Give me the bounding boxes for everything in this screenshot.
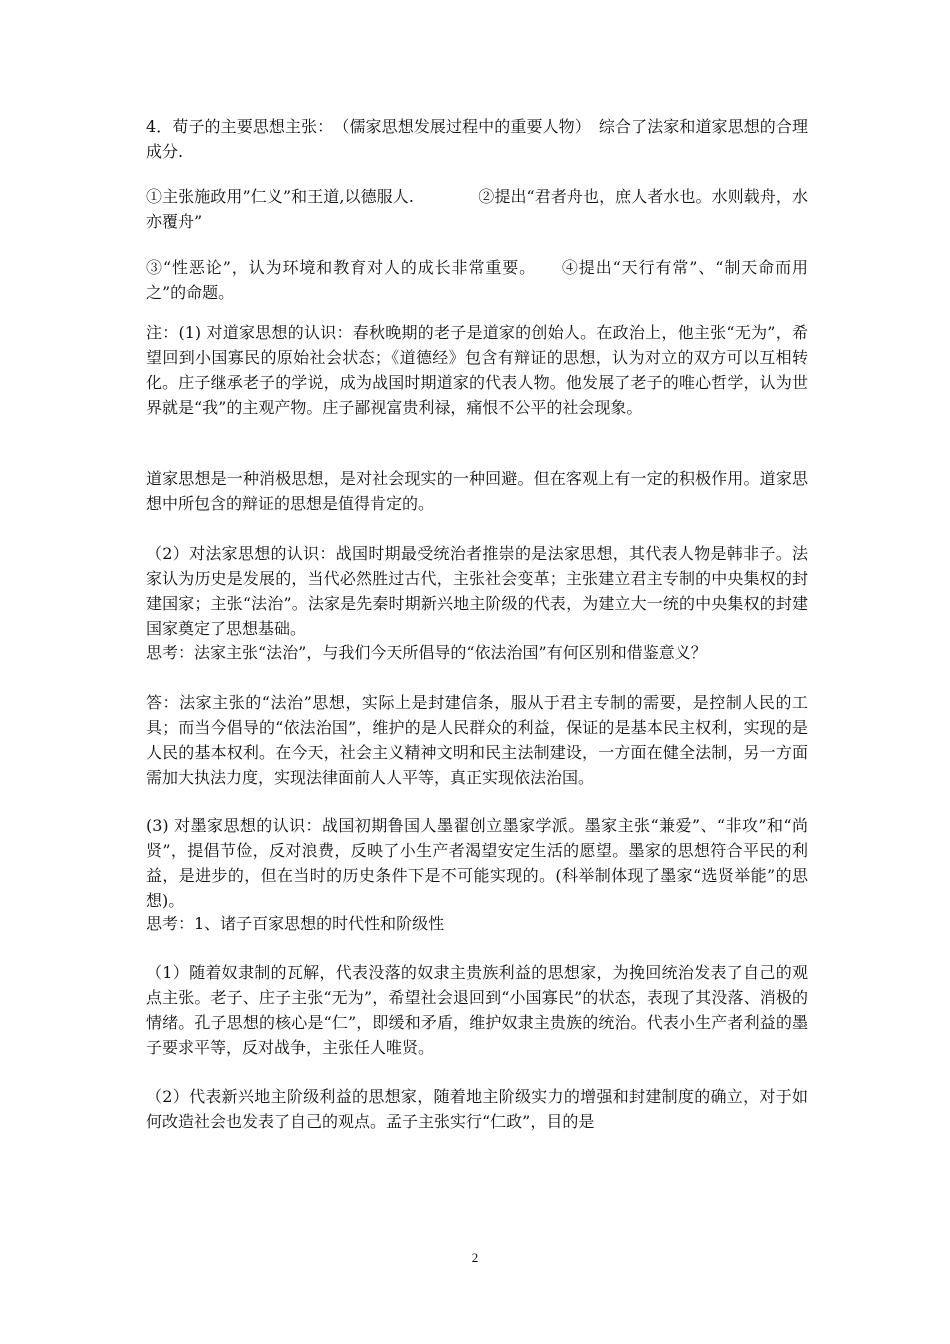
paragraph-xunzi-heading: 4．荀子的主要思想主张： （儒家思想发展过程中的重要人物） 综合了法家和道家思想的合理成分. (146, 117, 808, 161)
paragraph-daoism-evaluation: 道家思想是一种消极思想，是对社会现实的一种回避。但在客观上有一定的积极作用。道家思想中所包含的辩证的思想是值得肯定的。 (146, 469, 808, 513)
page-number: 2 (471, 1250, 479, 1265)
paragraph-legalism-answer: 答：法家主张的“法治”思想，实际上是封建信条，服从于君主专制的需要，是控制人民的工具；而当今倡导的“依法治国”，维护的是人民群众的利益，保证的是基本民主权利，实现的是人民的基本权利。在今天，社会主义精神文明和民主法制建设，一方面在健全法制，另一方面需加大执法力度，实现法律面前人人平等，真正实现依法治国。 (146, 693, 808, 787)
paragraph-hundred-schools-question: 思考：1、诸子百家思想的时代性和阶级性 (146, 914, 445, 933)
paragraph-xunzi-points-1-2: ①主张施政用”仁义”和王道,以德服人. ②提出“君者舟也，庶人者水也。水则载舟，水亦覆舟” (146, 187, 808, 231)
paragraph-landlord-thinkers: （2）代表新兴地主阶级利益的思想家，随着地主阶级实力的增强和封建制度的确立，对于如何改造社会也发表了自己的观点。孟子主张实行“仁政”，目的是 (146, 1087, 808, 1131)
paragraph-slave-owner-thinkers: （1）随着奴隶制的瓦解，代表没落的奴隶主贵族利益的思想家，为挽回统治发表了自己的观点主张。老子、庄子主张“无为”，希望社会退回到“小国寡民”的状态，表现了其没落、消极的情绪。孔子思想的核心是“仁”，即缓和矛盾，维护奴隶主贵族的统治。代表小生产者利益的墨子要求平等，反对战争，主张任人唯贤。 (146, 963, 808, 1057)
paragraph-xunzi-points-3-4: ③“性恶论”，认为环境和教育对人的成长非常重要。 ④提出“天行有常”、“制天命而用之”的命题。 (146, 258, 808, 302)
paragraph-legalism: （2）对法家思想的认识：战国时期最受统治者推崇的是法家思想，其代表人物是韩非子。法家认为历史是发展的，当代必然胜过古代，主张社会变革；主张建立君主专制的中央集权的封建国家；主张“法治”。法家是先秦时期新兴地主阶级的代表，为建立大一统的中央集权的封建国家奠定了思想基础。 (146, 544, 808, 638)
paragraph-legalism-question: 思考：法家主张“法治”，与我们今天所倡导的“依法治国”有何区别和借鉴意义？ (146, 643, 707, 662)
paragraph-daoism-note: 注：(1) 对道家思想的认识：春秋晚期的老子是道家的创始人。在政治上，他主张“无为”，希望回到小国寡民的原始社会状态；《道德经》包含有辩证的思想，认为对立的双方可以互相转化。庄子继承老子的学说，成为战国时期道家的代表人物。他发展了老子的唯心哲学，认为世界就是“我”的主观产物。庄子鄙视富贵利禄，痛恨不公平的社会现象。 (146, 323, 808, 417)
paragraph-mohism: (3) 对墨家思想的认识：战国初期鲁国人墨翟创立墨家学派。墨家主张“兼爱”、“非攻”和“尚贤”，提倡节俭，反对浪费，反映了小生产者渴望安定生活的愿望。墨家的思想符合平民的利益，是进步的，但在当时的历史条件下是不可能实现的。(科举制体现了墨家“选贤举能”的思想)。 (146, 816, 808, 910)
